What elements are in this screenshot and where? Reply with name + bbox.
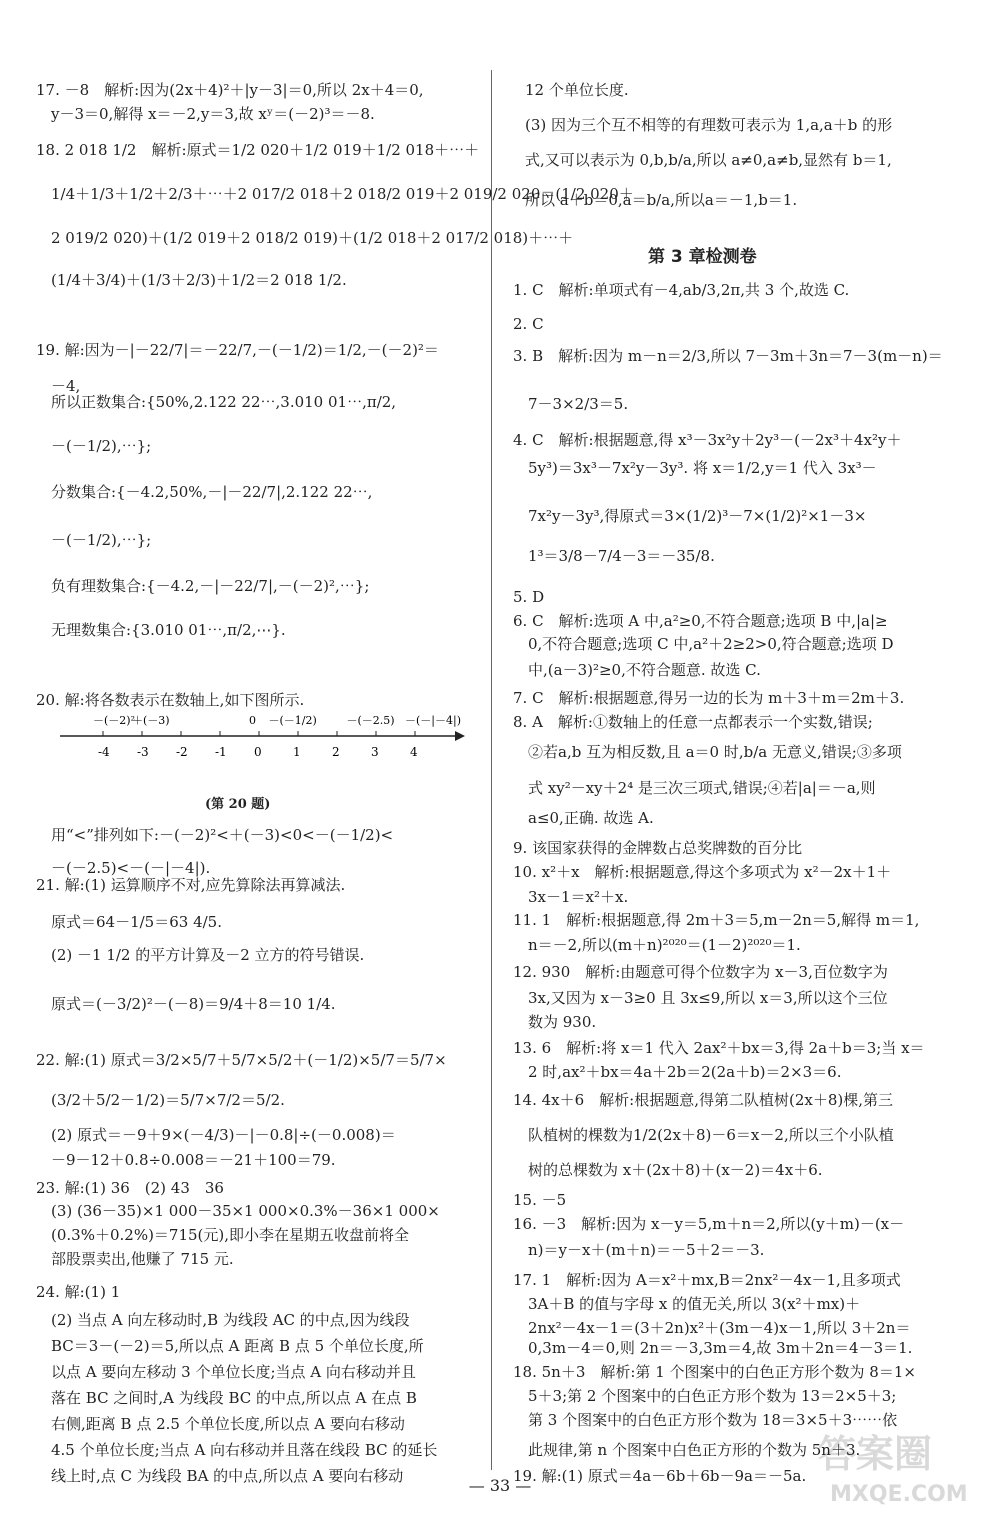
right-top-line: 12 个单位长度. — [525, 81, 629, 99]
left-line: 分数集合:{－4.2,50%,－|－22/7|,2.122 22⋯, — [36, 483, 373, 501]
left-line: 22. 解:(1) 原式＝3/2×5/7＋5/7×5/2＋(－1/2)×5/7＝5/7× — [36, 1051, 447, 1069]
right-line: a≤0,正确. 故选 A. — [513, 809, 654, 827]
right-line: 4. C 解析:根据题意,得 x³－3x²y＋2y³－(－2x³＋4x²y＋ — [513, 431, 902, 449]
right-line: 式 xy²－xy＋2⁴ 是三次三项式,错误;④若|a|＝－a,则 — [513, 779, 876, 797]
left-line: (2) 当点 A 向左移动时,B 为线段 AC 的中点,因为线段 — [36, 1311, 410, 1329]
left-line: 17. －8 解析:因为(2x＋4)²＋|y－3|＝0,所以 2x＋4＝0, — [36, 81, 424, 99]
left-line: 负有理数集合:{－4.2,－|－22/7|,－(－2)²,⋯}; — [36, 577, 370, 595]
right-top-line: 所以 a＋b＝0,a＝b/a,所以a＝－1,b＝1. — [525, 191, 798, 209]
right-line: 1. C 解析:单项式有－4,ab/3,2π,共 3 个,故选 C. — [513, 281, 850, 299]
left-line: (2) －1 1/2 的平方计算及－2 立方的符号错误. — [36, 946, 365, 964]
right-line: 3. B 解析:因为 m－n＝2/3,所以 7－3m＋3n＝7－3(m－n)＝ — [513, 347, 943, 365]
left-line: 落在 BC 之间时,A 为线段 BC 的中点,所以点 A 在点 B — [36, 1389, 417, 1407]
left-line: 右侧,距离 B 点 2.5 个单位长度,所以点 A 要向右移动 — [36, 1415, 405, 1433]
number-line-tick-label: -2 — [176, 745, 188, 759]
number-line-tick-label: 2 — [332, 745, 340, 759]
right-line: 0,3m－4＝0,则 2n＝－3,3m＝4,故 3m＋2n＝4－3＝1. — [513, 1339, 913, 1357]
right-top-line: 式,又可以表示为 0,b,b/a,所以 a≠0,a≠b,显然有 b＝1, — [525, 151, 892, 169]
right-line: 5＋3;第 2 个图案中的白色正方形个数为 13＝2×5＋3; — [513, 1387, 897, 1405]
left-line: 部股票卖出,他赚了 715 元. — [36, 1250, 234, 1268]
left-line: 2 019/2 020)＋(1/2 019＋2 018/2 019)＋(1/2 018＋2 017/2 018)＋⋯＋ — [36, 229, 574, 247]
number-line-arrow — [455, 731, 465, 741]
left-line: 用“<”排列如下:－(－2)²<＋(－3)<0<－(－1/2)< — [36, 826, 394, 844]
right-line: 18. 5n＋3 解析:第 1 个图案中的白色正方形个数为 8＝1× — [513, 1363, 916, 1381]
left-line: 4.5 个单位长度;当点 A 向右移动并且落在线段 BC 的延长 — [36, 1441, 438, 1459]
right-line: 7. C 解析:根据题意,得另一边的长为 m＋3＋m＝2m＋3. — [513, 689, 905, 707]
left-line: －4, — [36, 377, 81, 395]
right-line: 0,不符合题意;选项 C 中,a²＋2≥2>0,符合题意;选项 D — [513, 635, 894, 653]
number-line-tick-label: 3 — [371, 745, 379, 759]
right-top-line: (3) 因为三个互不相等的有理数可表示为 1,a,a＋b 的形 — [525, 116, 893, 134]
number-line-point-label: －(－1/2) — [268, 714, 317, 727]
right-line: 3x,又因为 x－3≥0 且 3x≤9,所以 x＝3,所以这个三位 — [513, 989, 888, 1007]
right-line: 5y³)＝3x³－7x²y－3y³. 将 x＝1/2,y＝1 代入 3x³－ — [513, 459, 877, 477]
left-line: (1/4＋3/4)＋(1/3＋2/3)＋1/2＝2 018 1/2. — [36, 271, 347, 289]
left-line: 线上时,点 C 为线段 BA 的中点,所以点 A 要向右移动 — [36, 1467, 404, 1485]
right-line: 2 时,ax²＋bx＝4a＋2b＝2(2a＋b)＝2×3＝6. — [513, 1063, 842, 1081]
right-line: n)＝y－x＋(m＋n)＝－5＋2＝－3. — [513, 1241, 765, 1259]
left-line: －(－2.5)<－(－|－4|). — [36, 859, 211, 877]
right-line: 11. 1 解析:根据题意,得 2m＋3＝5,m－2n＝5,解得 m＝1, — [513, 911, 920, 929]
number-line-tick-label: 1 — [293, 745, 301, 759]
right-line: 树的总棵数为 x＋(2x＋8)＋(x－2)＝4x＋6. — [513, 1161, 823, 1179]
left-line: 原式＝(－3/2)²－(－8)＝9/4＋8＝10 1/4. — [36, 995, 336, 1013]
left-line: 所以正数集合:{50%,2.122 22⋯,3.010 01⋯,π/2, — [36, 393, 397, 411]
left-line: BC＝3－(－2)＝5,所以点 A 距离 B 点 5 个单位长度,所 — [36, 1337, 424, 1355]
right-line: 7－3×2/3＝5. — [513, 395, 629, 413]
right-line: 9. 该国家获得的金牌数占总奖牌数的百分比 — [513, 839, 803, 857]
right-line: 数为 930. — [513, 1013, 597, 1031]
right-line: 15. －5 — [513, 1191, 567, 1209]
right-line: 17. 1 解析:因为 A＝x²＋mx,B＝2nx²－4x－1,且多项式 — [513, 1271, 901, 1289]
right-line: ②若a,b 互为相反数,且 a＝0 时,b/a 无意义,错误;③多项 — [513, 743, 902, 761]
right-line: 5. D — [513, 588, 545, 606]
right-line: 14. 4x＋6 解析:根据题意,得第二队植树(2x＋8)棵,第三 — [513, 1091, 894, 1109]
number-line-point-label: －(－2)² — [93, 714, 135, 727]
right-line: 10. x²＋x 解析:根据题意,得这个多项式为 x²－2x＋1＋ — [513, 863, 892, 881]
left-line: －(－1/2),⋯}; — [36, 437, 152, 455]
number-line-point-label: －(－|－4|) — [405, 714, 461, 727]
right-line: 2nx²－4x－1＝(3＋2n)x²＋(3m－4)x－1,所以 3＋2n＝ — [513, 1319, 911, 1337]
figure-caption: (第 20 题) — [205, 797, 271, 812]
right-line: 中,(a－3)²≥0,不符合题意. 故选 C. — [513, 661, 761, 679]
left-line: (3/2＋5/2－1/2)＝5/7×7/2＝5/2. — [36, 1091, 285, 1109]
left-line: 无理数集合:{3.010 01⋯,π/2,⋯}. — [36, 621, 286, 639]
left-line: 19. 解:因为－|－22/7|＝－22/7,－(－1/2)＝1/2,－(－2)²＝ — [36, 341, 439, 359]
number-line-point-label: ＋(－3) — [132, 714, 170, 727]
right-line: 16. －3 解析:因为 x－y＝5,m＋n＝2,所以(y＋m)－(x－ — [513, 1215, 905, 1233]
column-divider — [491, 70, 492, 1470]
left-line: (0.3%＋0.2%)＝715(元),即小李在星期五收盘前将全 — [36, 1226, 410, 1244]
right-line: 8. A 解析:①数轴上的任意一点都表示一个实数,错误; — [513, 713, 873, 731]
left-line: 1/4＋1/3＋1/2＋2/3＋⋯＋2 017/2 018＋2 018/2 019＋2 019/2 020＝(1/2 020＋ — [36, 185, 634, 203]
page-number: — 33 — — [468, 1476, 532, 1495]
chapter-title: 第 3 章检测卷 — [648, 247, 757, 267]
svg-text:MXQE.COM: MXQE.COM — [830, 1482, 968, 1507]
right-line: 12. 930 解析:由题意可得个位数字为 x－3,百位数字为 — [513, 963, 888, 981]
right-line: 3x－1＝x²＋x. — [513, 888, 629, 906]
svg-text:答案圈: 答案圈 — [818, 1432, 933, 1476]
left-line: 18. 2 018 1/2 解析:原式＝1/2 020＋1/2 019＋1/2 018＋⋯＋ — [36, 141, 480, 159]
right-line: 2. C — [513, 315, 544, 333]
right-line: 6. C 解析:选项 A 中,a²≥0,不符合题意;选项 B 中,|a|≥ — [513, 612, 888, 630]
right-line: 19. 解:(1) 原式＝4a－6b＋6b－9a＝－5a. — [513, 1467, 807, 1485]
number-line-tick-label: 4 — [410, 745, 418, 759]
left-line: －(－1/2),⋯}; — [36, 531, 152, 549]
right-line: 1³＝3/8－7/4－3＝－35/8. — [513, 547, 715, 565]
left-line: y－3＝0,解得 x＝－2,y＝3,故 xʸ＝(－2)³＝－8. — [36, 105, 375, 123]
left-line: 23. 解:(1) 36 (2) 43 36 — [36, 1179, 224, 1197]
right-line: 队植树的棵数为1/2(2x＋8)－6＝x－2,所以三个小队植 — [513, 1126, 894, 1144]
right-line: 13. 6 解析:将 x＝1 代入 2ax²＋bx＝3,得 2a＋b＝3;当 x＝ — [513, 1039, 925, 1057]
left-line: 21. 解:(1) 运算顺序不对,应先算除法再算减法. — [36, 876, 346, 894]
left-line: 以点 A 要向左移动 3 个单位长度;当点 A 向右移动并且 — [36, 1363, 416, 1381]
right-line: n＝－2,所以(m＋n)²⁰²⁰＝(1－2)²⁰²⁰＝1. — [513, 936, 801, 954]
right-line: 7x²y－3y³,得原式＝3×(1/2)³－7×(1/2)²×1－3× — [513, 507, 867, 525]
left-line: 24. 解:(1) 1 — [36, 1283, 121, 1301]
number-line-tick-label: -3 — [137, 745, 149, 759]
right-line: 3A＋B 的值与字母 x 的值无关,所以 3(x²＋mx)＋ — [513, 1295, 861, 1313]
left-line: 20. 解:将各数表示在数轴上,如下图所示. — [36, 691, 305, 709]
watermark-logo — [810, 1421, 980, 1511]
left-line: (2) 原式＝－9＋9×(－4/3)－|－0.8|÷(－0.008)＝ — [36, 1126, 396, 1144]
left-line: －9－12＋0.8÷0.008＝－21＋100＝79. — [36, 1151, 336, 1169]
left-line: (3) (36－35)×1 000－35×1 000×0.3%－36×1 000× — [36, 1202, 440, 1220]
number-line-point-label: 0 — [249, 714, 256, 727]
number-line-figure — [60, 700, 470, 780]
number-line-point-label: －(－2.5) — [346, 714, 395, 727]
right-line: 此规律,第 n 个图案中白色正方形的个数为 5n＋3. — [513, 1441, 861, 1459]
left-line: 原式＝64－1/5＝63 4/5. — [36, 913, 222, 931]
number-line-tick-label: 0 — [254, 745, 262, 759]
number-line-tick-label: -4 — [98, 745, 110, 759]
right-line: 第 3 个图案中的白色正方形个数为 18＝3×5＋3⋯⋯依 — [513, 1411, 898, 1429]
number-line-tick-label: -1 — [215, 745, 227, 759]
